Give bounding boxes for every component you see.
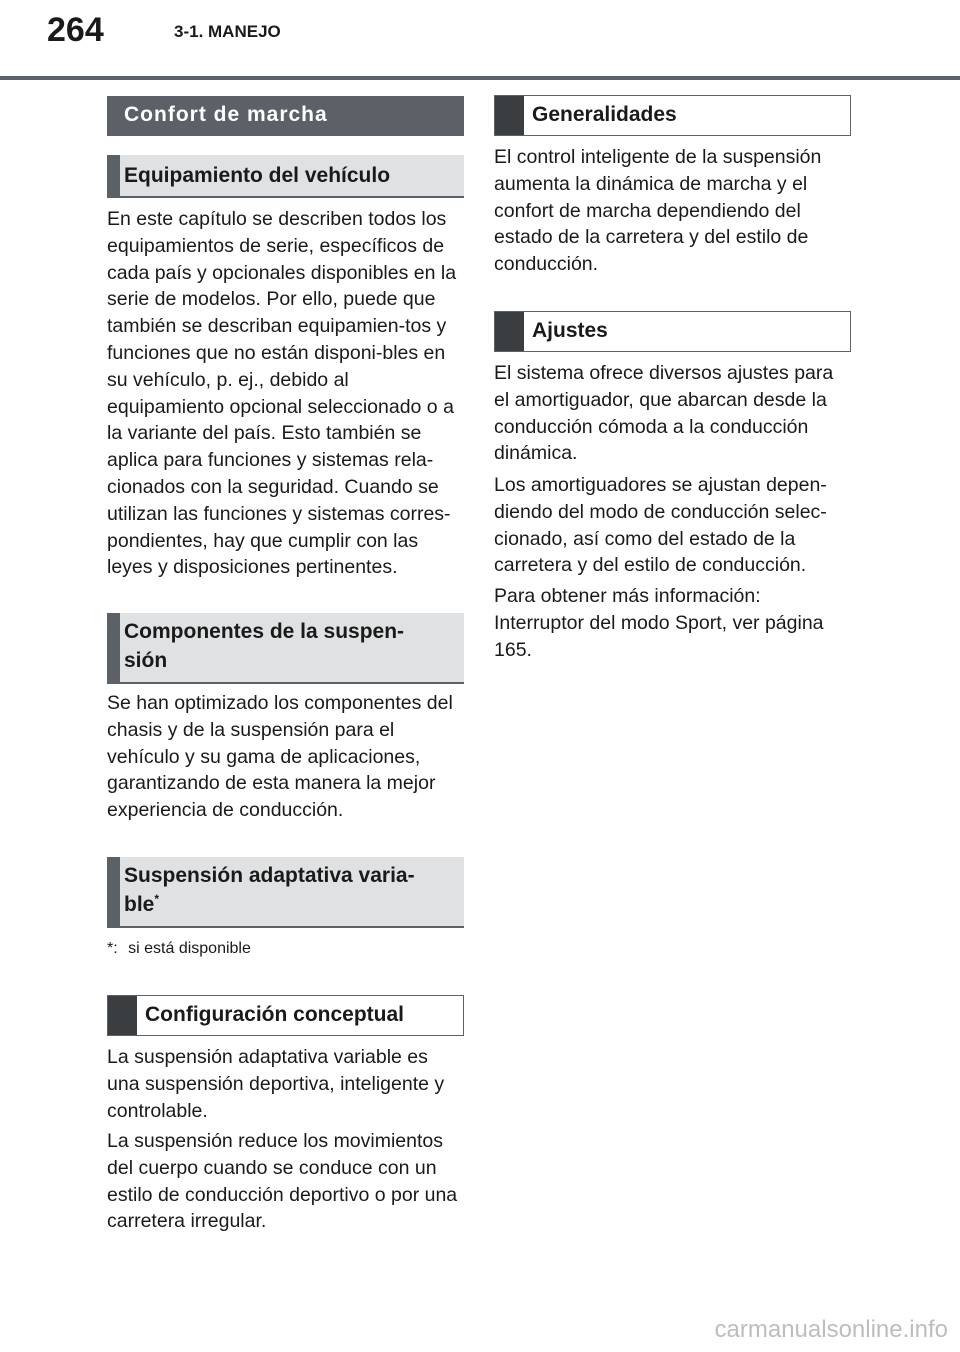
footnote-mark: *: [107, 940, 118, 957]
watermark: carmanualsonline.info [714, 1316, 948, 1343]
paragraph-ajustes-2: Los amortiguadores se ajustan depen-diendo del modo de conducción selec-cionado, así como del estado de la carretera y del estilo de conducción. [494, 474, 827, 577]
heading-componentes [107, 613, 464, 684]
heading-text: Generalidades [532, 103, 677, 126]
paragraph-generalidades: El control inteligente de la suspensión aumenta la dinámica de marcha y el confort de marcha dependiendo del estado de la carretera y del estilo de conducción. [494, 146, 822, 276]
heading-bar [107, 155, 120, 196]
page-header [0, 0, 960, 80]
paragraph-equipamiento: En este capítulo se describen todos los equipamientos de serie, específicos de cada país y opcionales disponibles en la serie de modelos. Por ello, puede que también se describan equipamien-tos y funciones que no están disponi-bles en su vehículo, p. ej., debido al equipamiento opcional seleccionado o a la variante del país. Esto también se aplica para funciones y sistemas rela-cionados con la seguridad. Cuando se utilizan las funciones y sistemas corres-pondientes, hay que cumplir con las leyes y disposiciones pertinentes. [107, 208, 457, 579]
section-title: 3-1. MANEJO [174, 22, 281, 41]
heading-text: Ajustes [532, 319, 608, 342]
footnote-text: si está disponible [128, 940, 251, 957]
footnote [107, 940, 464, 958]
heading-configuracion [107, 995, 464, 1036]
heading-text: Equipamiento del vehículo [124, 164, 391, 187]
paragraph-componentes: Se han optimizado los componentes del chasis y de la suspensión para el vehículo y su gama de aplicaciones, garantizando de esta manera la mejor experiencia de conducción. [107, 692, 453, 822]
paragraph-configuracion-1: La suspensión adaptativa variable es una suspensión deportiva, inteligente y controlable. [107, 1046, 445, 1122]
heading-text [124, 861, 444, 919]
heading-ajustes [494, 311, 851, 352]
paragraph-configuracion-2: La suspensión reduce los movimientos del cuerpo cuando se conduce con un estilo de conducción deportivo o por una carretera irregular. [107, 1130, 458, 1233]
heading-bar [107, 613, 120, 682]
heading-bar [108, 996, 137, 1035]
paragraph-ajustes-3: Para obtener más información: Interruptor del modo Sport, ver página 165. [494, 585, 824, 661]
header-rule [0, 76, 960, 80]
chapter-banner: Confort de marcha [107, 96, 464, 136]
page-number: 264 [47, 11, 104, 49]
heading-text: Configuración conceptual [145, 1003, 405, 1026]
heading-equipamiento [107, 155, 464, 198]
footnote-reference: * [154, 892, 160, 906]
heading-generalidades [494, 95, 851, 136]
heading-bar [495, 96, 524, 135]
heading-bar [495, 312, 524, 351]
heading-suspension-adaptativa [107, 857, 464, 928]
heading-bar [107, 857, 120, 926]
heading-text: Componentes de la suspen-sión [124, 620, 405, 672]
paragraph-ajustes-1: El sistema ofrece diversos ajustes para el amortiguador, que abarcan desde la conducción cómoda a la conducción dinámica. [494, 362, 834, 465]
heading-text-main: Suspensión adaptativa varia-ble [124, 864, 415, 916]
